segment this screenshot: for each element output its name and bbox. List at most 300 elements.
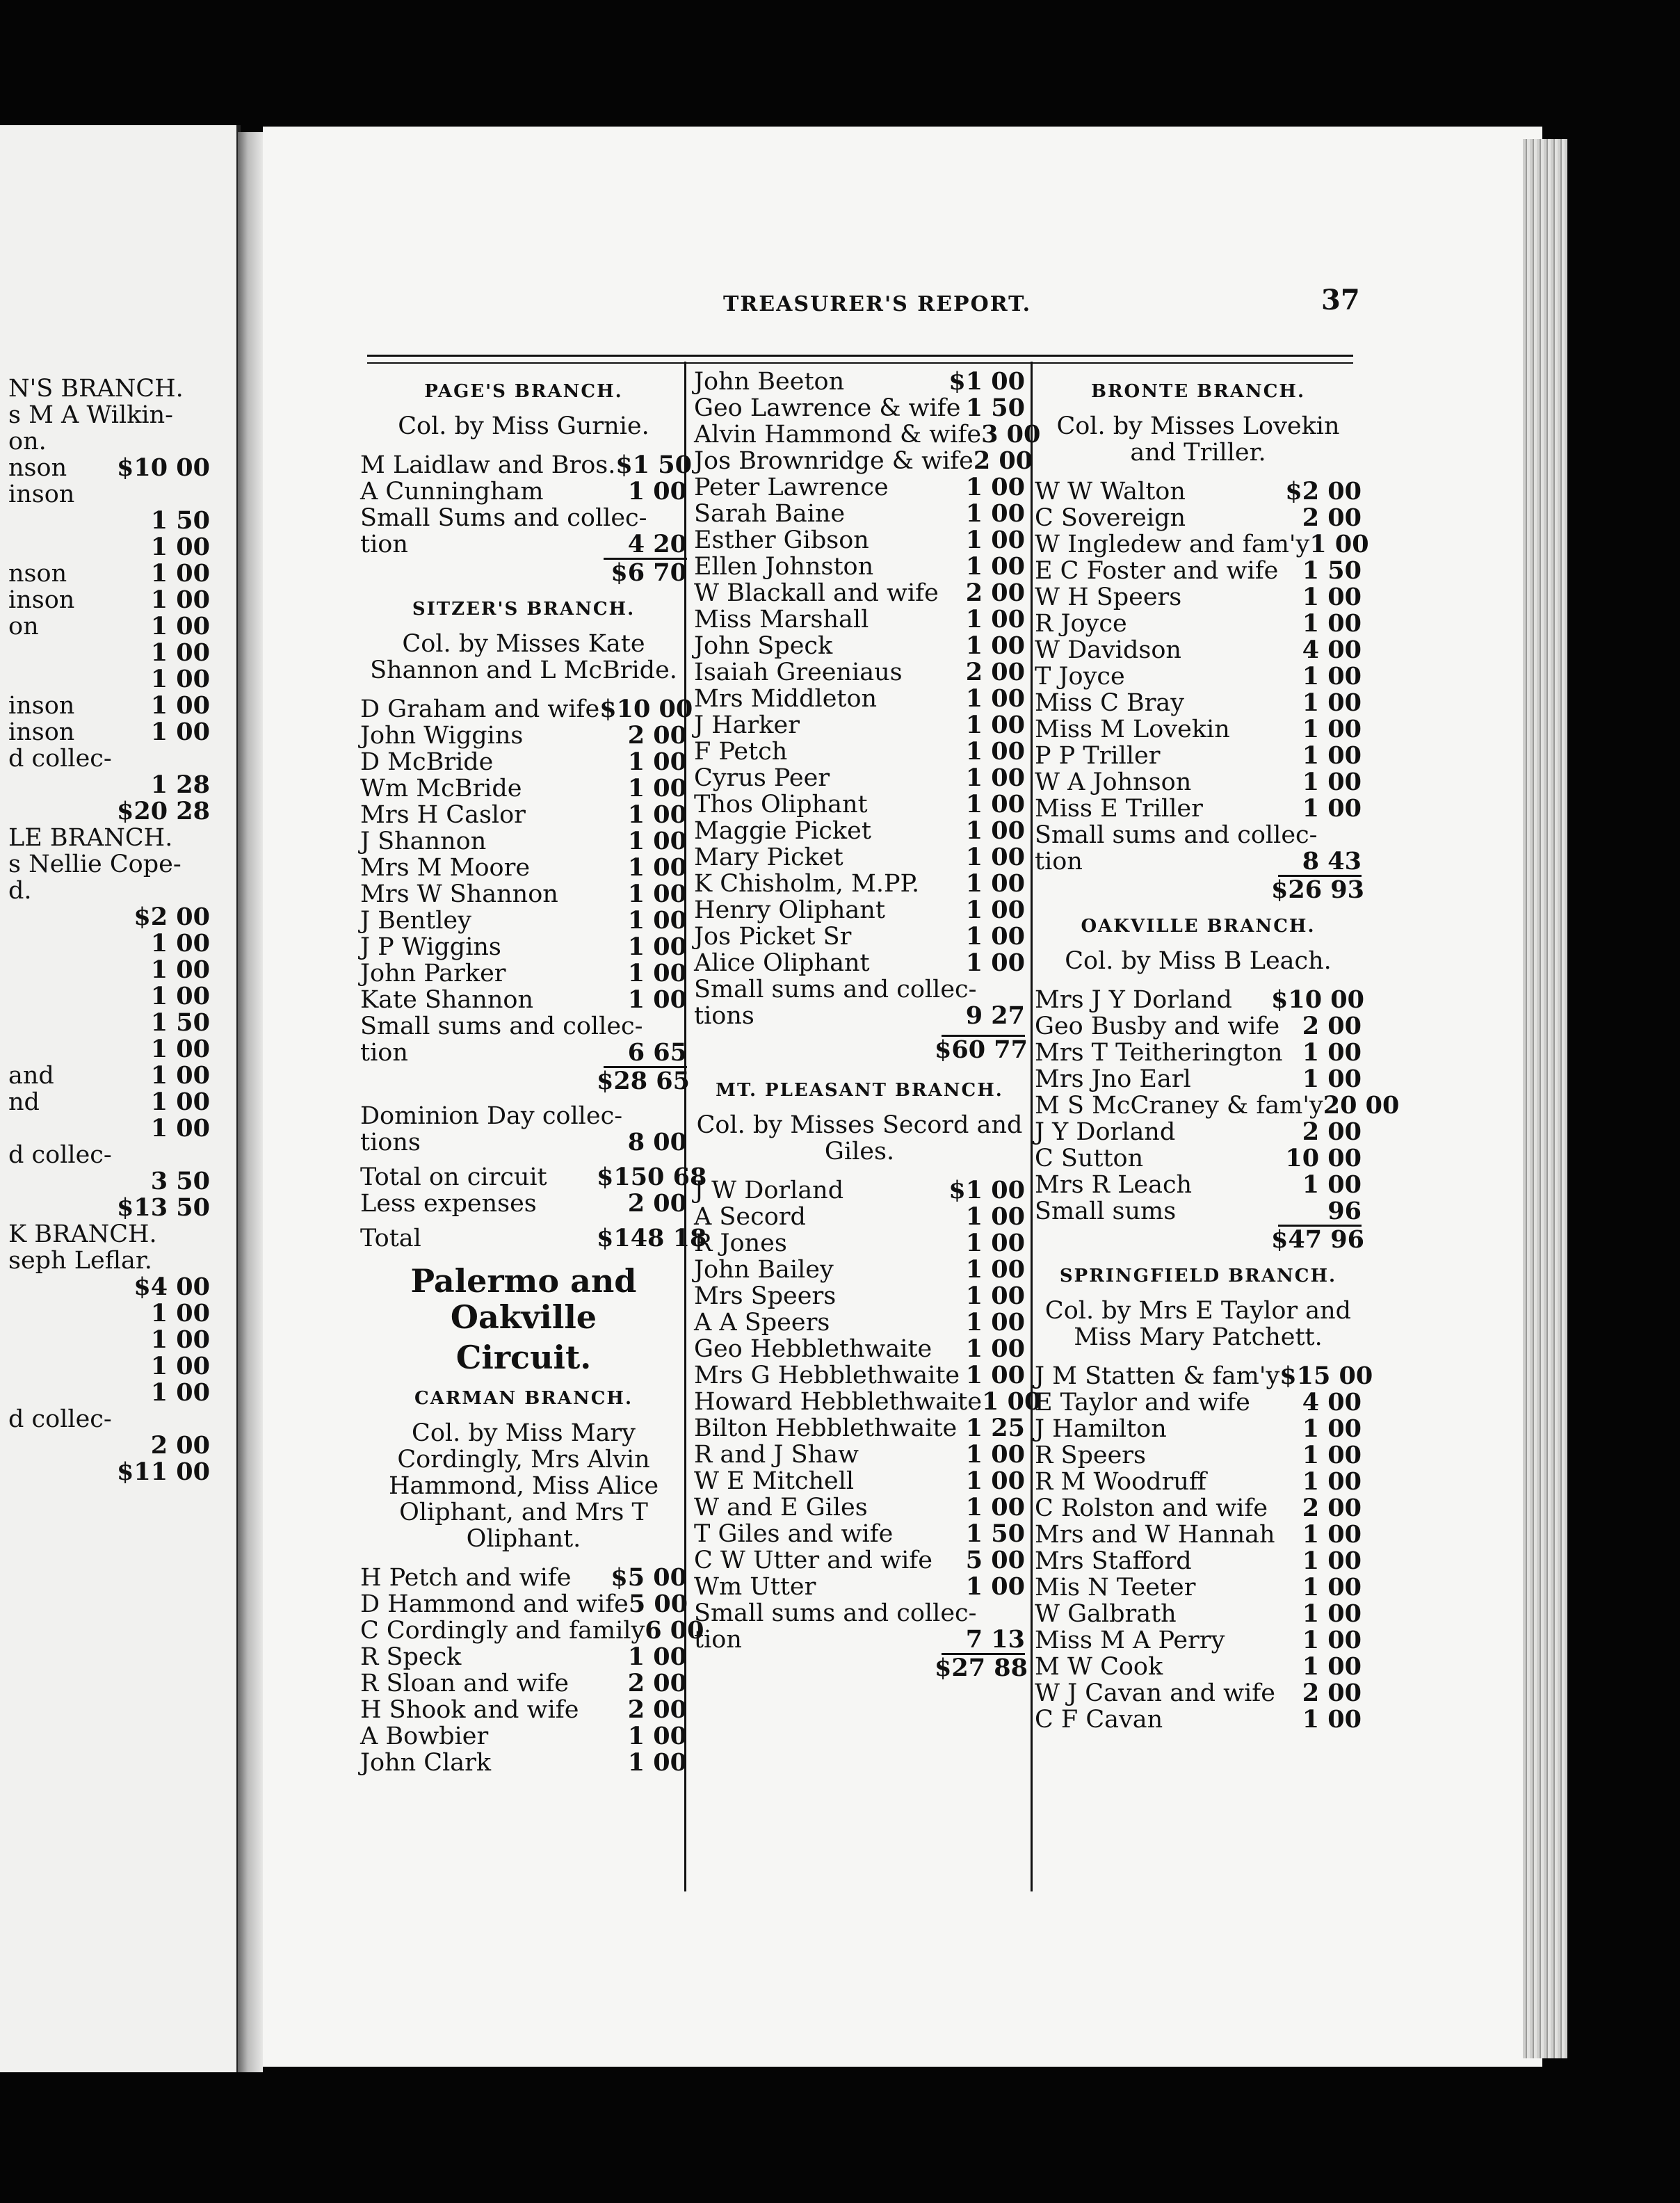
branch-heading: CARMAN BRANCH. [414,1388,633,1409]
left-page-amount: 2 00 [150,1431,210,1460]
left-page-amount: $2 00 [134,903,210,931]
branch-total [360,1067,690,1095]
left-page-line [0,983,223,1010]
left-page-line [0,1168,223,1195]
left-page-text-fragment: inson [8,586,75,614]
circuit-title-1: Palermo and Oakville [410,1262,637,1336]
contribution-amount: 8 43 [1302,847,1362,875]
left-page-line [0,1010,223,1036]
left-page-line [0,481,223,508]
ledger-row [1035,1416,1362,1442]
contribution-amount: 1 00 [965,737,1025,766]
contribution-amount: 1 00 [965,764,1025,792]
branch-heading: PAGE'S BRANCH. [424,381,623,402]
contributor-name: E C Foster and wife [1035,557,1279,585]
left-page-line [0,851,223,878]
left-page-amount: 1 00 [150,586,210,614]
left-page-line [0,402,223,428]
contribution-amount: 5 00 [628,1590,688,1618]
left-page-amount: 1 00 [150,718,210,746]
ledger-row [360,1591,687,1617]
ledger-row [1035,611,1362,637]
contribution-amount: 2 00 [1302,1117,1362,1146]
ledger-row [360,749,687,775]
contribution-amount [1317,822,1362,848]
branch-heading: SITZER'S BRANCH. [412,599,636,620]
collector-line: Col. by Misses Kate Shannon and L McBride. [370,630,677,684]
ledger-row [694,871,1025,897]
ledger-row [694,712,1025,739]
total-amount: $27 88 [935,1654,1028,1682]
contribution-amount: 1 00 [965,711,1025,739]
contributor-name: C F Cavan [1035,1706,1163,1734]
ledger-row [1035,1066,1362,1092]
ledger-row [694,580,1025,606]
contribution-amount: 4 00 [1302,636,1362,664]
contributor-name: Ellen Johnston [694,553,874,581]
contribution-amount: 1 50 [965,394,1025,422]
contributor-name: W and E Giles [694,1494,868,1522]
ledger-row [1035,505,1362,531]
column-rule-2 [1031,362,1033,1891]
contribution-amount: 3 00 [981,420,1041,449]
ledger-row [1035,1091,1400,1120]
ledger-row [694,765,1025,791]
ledger-row [1035,1654,1362,1680]
contribution-amount: 1 00 [965,1334,1025,1363]
left-page-amount: 1 00 [150,955,210,984]
left-page-text-fragment: nd [8,1088,40,1116]
ledger-row [360,775,687,802]
contributor-name: J M Statten & fam'y [1035,1362,1280,1390]
contribution-amount: 6 00 [645,1616,704,1645]
left-page-line [0,560,223,587]
left-page-text-fragment: on. [8,428,47,455]
contribution-amount: 1 00 [1302,1626,1362,1654]
contribution-amount [976,1600,1025,1627]
ledger-row [360,531,687,558]
left-page-line [0,613,223,640]
left-page-amount: 1 00 [150,1299,210,1328]
ledger-row [360,802,687,828]
ledger-row [1035,1040,1362,1066]
left-page-line [0,1433,223,1459]
contribution-amount: 1 00 [965,1202,1025,1231]
contribution-amount: 1 00 [965,684,1025,713]
grand-total [360,1224,707,1252]
contributor-name: T Joyce [1035,663,1125,691]
contribution-amount: 1 00 [627,880,687,908]
contribution-amount: 2 00 [1302,1679,1362,1707]
contributor-name: E Taylor and wife [1035,1389,1250,1417]
entry-list [360,1103,687,1156]
page-number: 37 [1321,284,1360,316]
left-page-line [0,455,223,481]
contribution-amount: 9 27 [965,1001,1025,1030]
contributor-name: Jos Picket Sr [694,923,852,951]
contribution-amount: $1 00 [948,367,1025,396]
contributor-name: H Petch and wife [360,1564,572,1592]
contributor-name: D Graham and wife [360,695,600,723]
ledger-row [360,987,687,1013]
ledger-row [1035,716,1362,743]
ledger-row [360,1040,687,1066]
contributor-name: Miss M A Perry [1035,1627,1225,1654]
left-page-text-fragment: d collec- [8,745,112,773]
contributor-name: Small sums and collec- [694,976,977,1003]
ledger-row [694,1547,1025,1574]
left-page-line [0,1089,223,1115]
left-page-line [0,1406,223,1433]
contribution-amount: 1 00 [1302,741,1362,770]
contribution-amount: $150 68 [597,1163,707,1191]
entry-list [360,1563,704,1777]
ledger-row [360,881,687,907]
ledger-row [360,723,687,749]
contribution-amount: 1 00 [1302,1599,1362,1628]
contribution-amount: 1 00 [965,552,1025,581]
ledger-row [694,659,1025,686]
contributor-name: tion [360,531,408,558]
contribution-amount: 1 25 [965,1414,1025,1442]
contributor-name: Dominion Day collec- [360,1102,623,1130]
left-page-amount: 3 50 [150,1167,210,1195]
left-page-line [0,745,223,772]
contributor-name: Mrs Stafford [1035,1547,1192,1575]
ledger-row [360,1565,687,1591]
contribution-amount: 1 00 [627,800,687,829]
contribution-amount: 2 00 [627,1669,687,1697]
contributor-name: Esther Gibson [694,526,869,554]
contribution-amount: 1 00 [965,473,1025,501]
contributor-name: W Ingledew and fam'y [1035,531,1310,558]
contribution-amount: 2 00 [627,1189,687,1218]
left-page-amount: 1 00 [150,1378,210,1407]
contributor-name: Geo Busby and wife [1035,1012,1280,1040]
contributor-name: tion [360,1039,408,1067]
contributor-name: Small sums and collec- [1035,821,1318,849]
branch-heading: OAKVILLE BRANCH. [1081,916,1316,937]
contribution-amount: 1 00 [1302,583,1362,611]
contribution-amount: 1 00 [965,499,1025,528]
ledger-row [694,1521,1025,1547]
contribution-amount [643,1013,687,1040]
ledger-row [360,1750,687,1776]
contributor-name: R Jones [694,1229,787,1257]
total-amount: $26 93 [1271,875,1364,904]
contribution-amount: 1 00 [1302,1467,1362,1496]
contribution-amount: 1 00 [1302,662,1362,691]
contributor-name: A Bowbier [360,1722,489,1750]
ledger-row [694,527,1025,554]
contributor-name: Small sums and collec- [694,1599,977,1627]
ledger-row [1035,1172,1362,1198]
ledger-row [1035,690,1362,716]
contribution-amount: 1 00 [965,1282,1025,1310]
contributor-name: Howard Hebblethwaite [694,1388,983,1416]
contribution-amount [976,976,1025,1003]
ledger-row [694,844,1025,871]
contribution-amount: $15 00 [1279,1362,1373,1390]
contributor-name: D McBride [360,748,494,776]
ledger-row [1035,1627,1362,1654]
contributor-name: C Sovereign [1035,504,1186,532]
contribution-amount: 2 00 [965,579,1025,607]
contribution-amount: 1 00 [965,1361,1025,1389]
contributor-name: tions [360,1129,421,1156]
ledger-row [360,695,693,723]
grand-total-label: Total [360,1225,421,1252]
left-page-line [0,1142,223,1168]
left-page-amount: 1 00 [150,612,210,640]
ledger-row [1035,1706,1362,1733]
contribution-amount: 1 00 [965,526,1025,554]
ledger-row [1035,769,1362,796]
left-page-line [0,1274,223,1300]
contributor-name: Kate Shannon [360,986,533,1014]
ledger-row [694,1362,1025,1389]
contribution-amount: 1 00 [965,1255,1025,1284]
column-3 [1035,369,1400,1734]
left-page-line [0,878,223,904]
left-page-text-fragment: N'S BRANCH. [8,375,184,403]
ledger-row [360,478,687,505]
contributor-name: Mrs W Shannon [360,880,558,908]
contributor-name: R Speck [360,1643,462,1671]
ledger-row [360,1697,687,1723]
contribution-amount: 1 00 [965,896,1025,924]
ledger-row [694,633,1025,659]
contribution-amount: 8 00 [627,1128,687,1156]
contribution-amount: 1 00 [965,1440,1025,1469]
contributor-name: Sarah Baine [694,500,846,528]
left-page-line [0,1036,223,1063]
left-page-text [0,376,223,1485]
contribution-amount: 1 00 [627,985,687,1014]
ledger-row [360,451,692,479]
running-head: TREASURER'S REPORT. [723,292,1032,316]
contribution-amount: 1 00 [627,1643,687,1671]
contribution-amount: 1 00 [1302,1038,1362,1067]
contribution-amount: 1 50 [965,1519,1025,1548]
contribution-amount: 1 00 [965,1467,1025,1495]
contributor-name: Mrs T Teitherington [1035,1039,1283,1067]
contribution-amount: 20 00 [1323,1091,1400,1120]
ledger-row [1035,1601,1362,1627]
ledger-row [360,1191,687,1217]
contribution-amount: 2 00 [973,446,1033,475]
ledger-row [1035,1013,1362,1040]
ledger-row [694,1600,1025,1627]
contributor-name: W W Walton [1035,478,1186,506]
contribution-amount: 1 00 [965,631,1025,660]
contributor-name: T Giles and wife [694,1520,894,1548]
left-page-line [0,1115,223,1142]
ledger-row [1035,1680,1362,1706]
contribution-amount: 1 00 [627,1748,687,1777]
contribution-amount: 1 00 [965,816,1025,845]
contributor-name: R Sloan and wife [360,1670,570,1697]
contributor-name: J Harker [694,711,800,739]
ledger-row [694,369,1025,395]
ledger-row [1035,1574,1362,1601]
ledger-row [694,897,1025,923]
entry-list [1035,1362,1373,1734]
left-page-amount: 1 00 [150,1088,210,1116]
contributor-name: Peter Lawrence [694,474,889,501]
contribution-amount: 1 00 [965,922,1025,951]
column-1 [360,369,707,1777]
contribution-amount: 7 13 [965,1625,1025,1654]
left-page-line [0,534,223,560]
contribution-amount: 1 00 [965,949,1025,977]
ledger-row [1035,1469,1362,1495]
contribution-amount: 10 00 [1285,1144,1362,1172]
contribution-amount: 1 00 [965,1572,1025,1601]
contribution-amount: $1 50 [615,451,692,479]
left-page-amount: 1 00 [150,559,210,588]
contribution-amount: 4 00 [1302,1388,1362,1417]
left-page-line [0,772,223,798]
left-page-text-fragment: d collec- [8,1405,112,1433]
branch-total [694,1035,1028,1064]
contribution-amount: 2 00 [1302,1494,1362,1522]
collector-line: Col. by Miss B Leach. [1065,947,1332,975]
ledger-row [694,1415,1025,1442]
contributor-name: Mrs M Moore [360,854,531,882]
ledger-row [360,1103,687,1129]
contribution-amount: 1 00 [627,748,687,776]
ledger-row [694,1627,1025,1653]
contribution-amount: 1 00 [965,869,1025,898]
ledger-row [694,420,1041,449]
ledger-row [694,1468,1025,1494]
contributor-name: J W Dorland [694,1177,844,1204]
total-amount: $6 70 [611,558,687,587]
contributor-name: R and J Shaw [694,1441,859,1469]
ledger-row [1035,1362,1373,1390]
contribution-amount: $1 00 [948,1176,1025,1204]
ledger-row [360,1616,704,1645]
contributor-name: A Secord [694,1203,806,1231]
contributor-name: W A Johnson [1035,768,1192,796]
ledger-row [694,1494,1025,1521]
contribution-amount [622,1103,687,1129]
ledger-row [694,686,1025,712]
ledger-row [694,474,1025,501]
contributor-name: Isaiah Greeniaus [694,659,903,686]
ledger-row [694,950,1025,976]
left-page-text-fragment: on [8,613,39,640]
left-page-amount: $11 00 [117,1458,210,1486]
column-2 [694,367,1042,1682]
contributor-name: Small sums [1035,1197,1177,1225]
ledger-row [1035,796,1362,822]
contributor-name: M Laidlaw and Bros. [360,451,616,479]
contribution-amount: 1 00 [982,1387,1042,1416]
left-page-line [0,1459,223,1485]
ledger-row [694,1283,1025,1309]
contributor-name: C Rolston and wife [1035,1494,1268,1522]
ledger-row [694,554,1025,580]
contribution-amount: $10 00 [1271,985,1364,1014]
contributor-name: tion [1035,848,1083,875]
left-page-amount: 1 28 [150,770,210,799]
contributor-name: R M Woodruff [1035,1468,1206,1496]
left-page-line [0,376,223,402]
ledger-row [694,1574,1025,1600]
contribution-amount: 1 00 [1302,1705,1362,1734]
ledger-row [360,960,687,987]
left-page-amount: 1 00 [150,929,210,958]
contribution-amount: 1 00 [627,1722,687,1750]
contribution-amount: 2 00 [1302,1012,1362,1040]
ledger-row [1035,584,1362,611]
page-edges [1523,139,1567,2058]
entry-list [694,367,1041,1030]
ledger-row [1035,1198,1362,1225]
left-page-line [0,1221,223,1248]
contributor-name: Cyrus Peer [694,764,830,792]
contribution-amount: 1 00 [965,1493,1025,1522]
ledger-row [1035,478,1362,505]
ledger-row [694,1204,1025,1230]
contributor-name: F Petch [694,738,788,766]
contribution-amount: 1 00 [965,843,1025,871]
left-page-amount: 1 00 [150,1114,210,1143]
ledger-row [1035,637,1362,663]
contribution-amount [647,505,687,531]
contributor-name: Mrs R Leach [1035,1171,1193,1199]
left-page [0,125,241,2072]
contributor-name: J Y Dorland [1035,1118,1176,1146]
contributor-name: Wm McBride [360,775,522,802]
contribution-amount: 1 00 [1302,1441,1362,1469]
left-page-amount: $20 28 [117,797,210,825]
contributor-name: C Cordingly and family [360,1617,645,1645]
contributor-name: tion [694,1626,742,1654]
contribution-amount: 1 00 [1302,794,1362,823]
contribution-amount: 2 00 [627,721,687,750]
contributor-name: A A Speers [694,1309,830,1337]
contribution-amount: 1 00 [1302,1414,1362,1443]
contributor-name: W J Cavan and wife [1035,1679,1275,1707]
contributor-name: John Parker [360,960,506,987]
ledger-row [694,395,1025,421]
ledger-row [694,818,1025,844]
contribution-amount: 1 00 [965,790,1025,818]
left-page-amount: 1 00 [150,1061,210,1090]
contributor-name: Geo Hebblethwaite [694,1335,932,1363]
left-page-line [0,428,223,455]
contribution-amount: $2 00 [1285,477,1362,506]
left-page-line [0,904,223,930]
left-page-line [0,640,223,666]
contributor-name: Geo Lawrence & wife [694,394,961,422]
contribution-amount: 1 00 [627,853,687,882]
contributor-name: R Speers [1035,1442,1146,1469]
left-page-text-fragment: seph Leflar. [8,1247,152,1275]
ledger-row [694,446,1033,475]
contributor-name: Thos Oliphant [694,791,868,818]
contribution-amount: 1 00 [627,959,687,987]
branch-total [360,560,687,586]
ledger-row [694,1003,1025,1029]
contributor-name: H Shook and wife [360,1696,579,1724]
ledger-row [360,828,687,855]
left-page-line [0,508,223,534]
entry-list [360,451,692,558]
